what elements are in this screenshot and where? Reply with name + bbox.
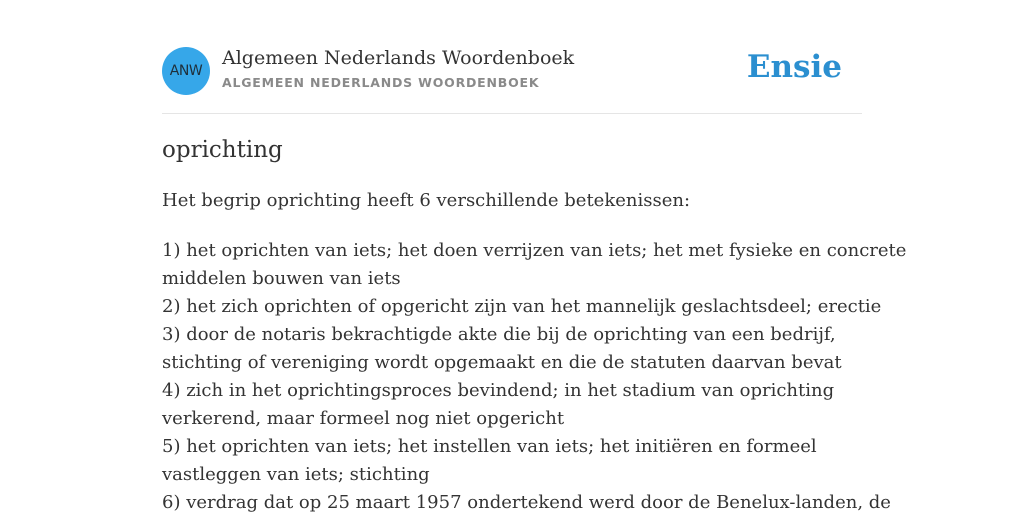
- source-subtitle: ALGEMEEN NEDERLANDS WOORDENBOEK: [222, 75, 540, 90]
- header-divider: [162, 113, 862, 114]
- definition-line: 1) het oprichten van iets; het doen verrijzen van iets; het met fysieke en concrete: [162, 240, 907, 261]
- ensie-logo[interactable]: Ensie: [746, 49, 842, 85]
- definitions-list: [162, 237, 907, 512]
- definition-line: middelen bouwen van iets: [162, 268, 401, 289]
- definition-line: verkerend, maar formeel nog niet opgericht: [162, 408, 565, 429]
- definition-line: vastleggen van iets; stichting: [162, 464, 430, 485]
- source-title[interactable]: Algemeen Nederlands Woordenboek: [222, 47, 575, 69]
- definition-line: 4) zich in het oprichtingsproces bevindend; in het stadium van oprichting: [162, 380, 835, 401]
- entry-intro: Het begrip oprichting heeft 6 verschillende betekenissen:: [162, 190, 691, 211]
- definition-line: 5) het oprichten van iets; het instellen van iets; het initiëren en formeel: [162, 436, 817, 457]
- definition-line: 6) verdrag dat op 25 maart 1957 ondertekend werd door de Benelux-landen, de: [162, 492, 891, 512]
- header: [162, 47, 862, 95]
- definition-line: 3) door de notaris bekrachtigde akte die bij de oprichting van een bedrijf,: [162, 324, 836, 345]
- definition-line: 2) het zich oprichten of opgericht zijn van het mannelijk geslachtsdeel; erectie: [162, 296, 882, 317]
- definition-line: stichting of vereniging wordt opgemaakt en die de statuten daarvan bevat: [162, 352, 842, 373]
- entry-title: oprichting: [162, 137, 283, 163]
- anw-logo[interactable]: ANW: [162, 47, 210, 95]
